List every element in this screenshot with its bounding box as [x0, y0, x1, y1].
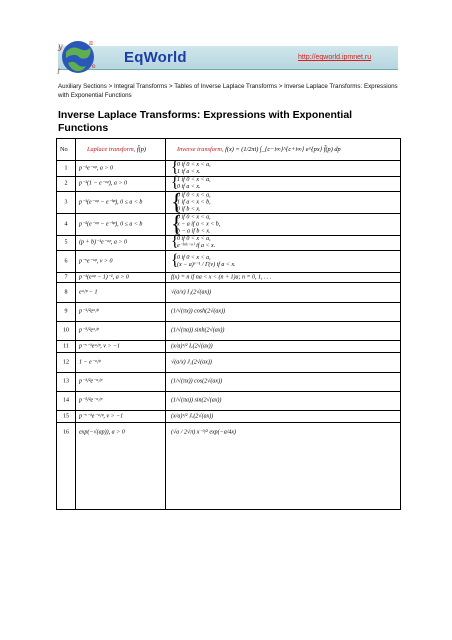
- header-inverse-label: Inverse transform,: [177, 146, 224, 153]
- piecewise-case: 0 if b < x.: [177, 206, 201, 212]
- piecewise-case: 0 if 0 < x < a,: [177, 162, 211, 168]
- inverse-transform-cell: (1/√(πx)) cos(2√(ax)): [171, 378, 223, 385]
- inverse-transform-cell: (1/√(πx)) cosh(2√(ax)): [171, 308, 226, 315]
- table-row: [57, 283, 400, 303]
- row-number: 15: [63, 413, 69, 419]
- svg-text:e: e: [92, 63, 96, 70]
- piecewise-case: e⁻ᵇ⁽ˣ⁻ᵃ⁾ if a < x.: [177, 243, 216, 249]
- table-row: [57, 159, 400, 177]
- table-row: [57, 273, 400, 283]
- laplace-transform-cell: p⁻ᵛ⁻¹e⁻ᵃ/ᵖ, ν > −1: [79, 413, 124, 419]
- row-number: 16: [63, 429, 69, 436]
- piecewise-brace: {: [171, 159, 179, 176]
- laplace-transform-cell: eᵃ/ᵖ − 1: [79, 289, 98, 295]
- breadcrumb: [58, 83, 398, 100]
- piecewise-cases: [177, 192, 211, 213]
- inverse-transform-cell: (√a / 2√π) x⁻³/² exp(−a/4x): [171, 429, 237, 436]
- breadcrumb-tables-inverse-laplace[interactable]: Tables of Inverse Laplace Transforms: [174, 83, 278, 90]
- breadcrumb-separator: >: [108, 83, 113, 90]
- inverse-transform-cell: [171, 189, 399, 214]
- piecewise-case: b − a if b < x.: [177, 228, 211, 234]
- inverse-transform-cell: (x/a)ᵛ/² Iᵥ(2√(ax)): [171, 343, 213, 349]
- table-row: [57, 322, 400, 341]
- row-number: 14: [63, 397, 69, 404]
- piecewise-case: 0 if a < x.: [177, 184, 201, 190]
- inverse-transform-cell: [171, 211, 399, 236]
- piecewise-brace: {: [171, 251, 179, 269]
- svg-text:y: y: [58, 42, 63, 51]
- laplace-transform-cell: p⁻¹(1 − e⁻ᵃᵖ), a > 0: [79, 180, 127, 187]
- piecewise-case: x − a if a < x < b,: [177, 221, 221, 227]
- table-row: [57, 174, 400, 192]
- brand-name: EqWorld: [124, 49, 187, 66]
- eqworld-logo-icon: [56, 36, 102, 76]
- piecewise-case: 0 if 0 < x < a,: [177, 214, 211, 220]
- piecewise-case: 1 if 0 < x < a,: [177, 177, 211, 183]
- piecewise-cases: [177, 214, 220, 235]
- inverse-transform-cell: √(a/x) J₁(2√(ax)): [171, 359, 212, 365]
- site-url-link[interactable]: http://eqworld.ipmnet.ru: [298, 54, 372, 61]
- table-header: [57, 139, 400, 161]
- inverse-transform-cell: [171, 233, 399, 250]
- laplace-transform-cell: p⁻³/²e⁻ᵃ/ᵖ: [79, 397, 103, 404]
- transform-table: [56, 138, 401, 510]
- piecewise-brace: {: [171, 189, 183, 214]
- piecewise-brace: {: [171, 233, 179, 250]
- laplace-transform-cell: p⁻ᵛ⁻¹eᵃ/ᵖ, ν > −1: [79, 343, 120, 349]
- header-inverse: [177, 146, 341, 153]
- row-number: 3: [64, 199, 68, 205]
- page-title: Inverse Laplace Transforms: Expressions with Exponential Functions: [58, 109, 353, 134]
- row-number: 2: [64, 180, 68, 187]
- breadcrumb-auxiliary-sections[interactable]: Auxiliary Sections: [58, 83, 107, 90]
- piecewise-case: 1 if a < x.: [177, 169, 201, 175]
- header-no: No: [60, 146, 68, 153]
- laplace-transform-cell: p⁻³/²eᵃ/ᵖ: [79, 327, 99, 334]
- laplace-transform-cell: p⁻ᵛe⁻ᵃᵖ, ν > 0: [79, 258, 113, 264]
- row-number: 11: [63, 343, 69, 349]
- inverse-transform-cell: (1/√(πa)) sinh(2√(ax)): [171, 327, 225, 334]
- row-number: 10: [63, 327, 69, 334]
- laplace-transform-cell: 1 − e⁻ᵃ/ᵖ: [79, 359, 101, 365]
- table-row: [57, 233, 400, 251]
- row-number: 13: [63, 378, 69, 385]
- laplace-transform-cell: p⁻¹(eᵃᵖ − 1)⁻¹, a > 0: [79, 274, 129, 280]
- table-row: [57, 373, 400, 392]
- svg-text:∫: ∫: [57, 68, 61, 75]
- inverse-transform-cell: f(x) = n if na < x < (n + 1)a; n = 0, 1, . . .: [171, 274, 272, 280]
- table-row: [57, 251, 400, 273]
- inverse-transform-cell: √(a/x) I₁(2√(ax)): [171, 289, 212, 295]
- laplace-transform-cell: p⁻²(e⁻ᵃᵖ − e⁻ᵇᵖ), 0 ≤ a < b: [79, 221, 143, 227]
- table-row: [57, 353, 400, 373]
- breadcrumb-separator: >: [168, 83, 173, 90]
- row-number: 5: [64, 239, 68, 246]
- header-laplace-symbol: f̃(p): [136, 146, 146, 153]
- row-number: 9: [64, 308, 68, 315]
- breadcrumb-current-page: Inverse Laplace Transforms: Expressions with Exponential Functions: [58, 83, 398, 99]
- inverse-transform-cell: [171, 174, 399, 191]
- laplace-transform-cell: p⁻¹e⁻ᵃᵖ, a > 0: [79, 165, 113, 172]
- inverse-transform-cell: (1/√(πa)) sin(2√(ax)): [171, 397, 222, 404]
- laplace-transform-cell: p⁻¹/²e⁻ᵃ/ᵖ: [79, 378, 103, 385]
- table-row: [57, 341, 400, 353]
- table-row: [57, 189, 400, 214]
- inverse-transform-cell: [171, 251, 399, 269]
- row-number: 12: [63, 359, 69, 365]
- row-number: 4: [64, 221, 68, 227]
- row-number: 6: [64, 258, 68, 264]
- table-row: [57, 303, 400, 322]
- piecewise-case: (x − a)ᵛ⁻¹ / Γ(ν) if a < x.: [177, 261, 236, 268]
- table-row: [57, 392, 400, 411]
- piecewise-cases: [177, 162, 211, 176]
- piecewise-case: 0 if 0 < x < a,: [177, 192, 211, 198]
- piecewise-case: 0 if 0 < x < a,: [177, 236, 211, 242]
- piecewise-cases: [177, 236, 215, 250]
- piecewise-brace: {: [171, 211, 183, 236]
- piecewise-case: 1 if a < x < b,: [177, 199, 211, 205]
- svg-text:π: π: [89, 40, 93, 47]
- laplace-transform-cell: (p + b)⁻¹e⁻ᵃᵖ, a > 0: [79, 239, 127, 246]
- row-number: 1: [64, 165, 68, 172]
- piecewise-cases: [177, 255, 236, 269]
- header-inverse-formula: f(x) = (1/2πi) ∫_{c−i∞}^{c+i∞} e^{px} f̃(p) dp: [225, 146, 341, 153]
- laplace-transform-cell: exp(−√(ap)), a > 0: [79, 429, 125, 436]
- table-row: [57, 423, 400, 443]
- piecewise-case: 0 if 0 < x < a,: [177, 254, 211, 261]
- inverse-transform-cell: [171, 159, 399, 176]
- row-number: 8: [64, 289, 68, 295]
- table-row: [57, 211, 400, 236]
- piecewise-cases: [177, 177, 211, 191]
- breadcrumb-integral-transforms[interactable]: Integral Transforms: [113, 83, 168, 90]
- breadcrumb-separator: >: [278, 83, 283, 90]
- laplace-transform-cell: p⁻¹(e⁻ᵃᵖ − e⁻ᵇᵖ), 0 ≤ a < b: [79, 199, 143, 205]
- table-row: [57, 411, 400, 423]
- laplace-transform-cell: p⁻¹/²eᵃ/ᵖ: [79, 308, 99, 315]
- piecewise-brace: {: [171, 174, 179, 191]
- header-laplace: [87, 146, 146, 153]
- header-laplace-label: Laplace transform,: [87, 146, 136, 153]
- row-number: 7: [64, 274, 68, 280]
- inverse-transform-cell: (x/a)ᵛ/² Jᵥ(2√(ax)): [171, 413, 214, 419]
